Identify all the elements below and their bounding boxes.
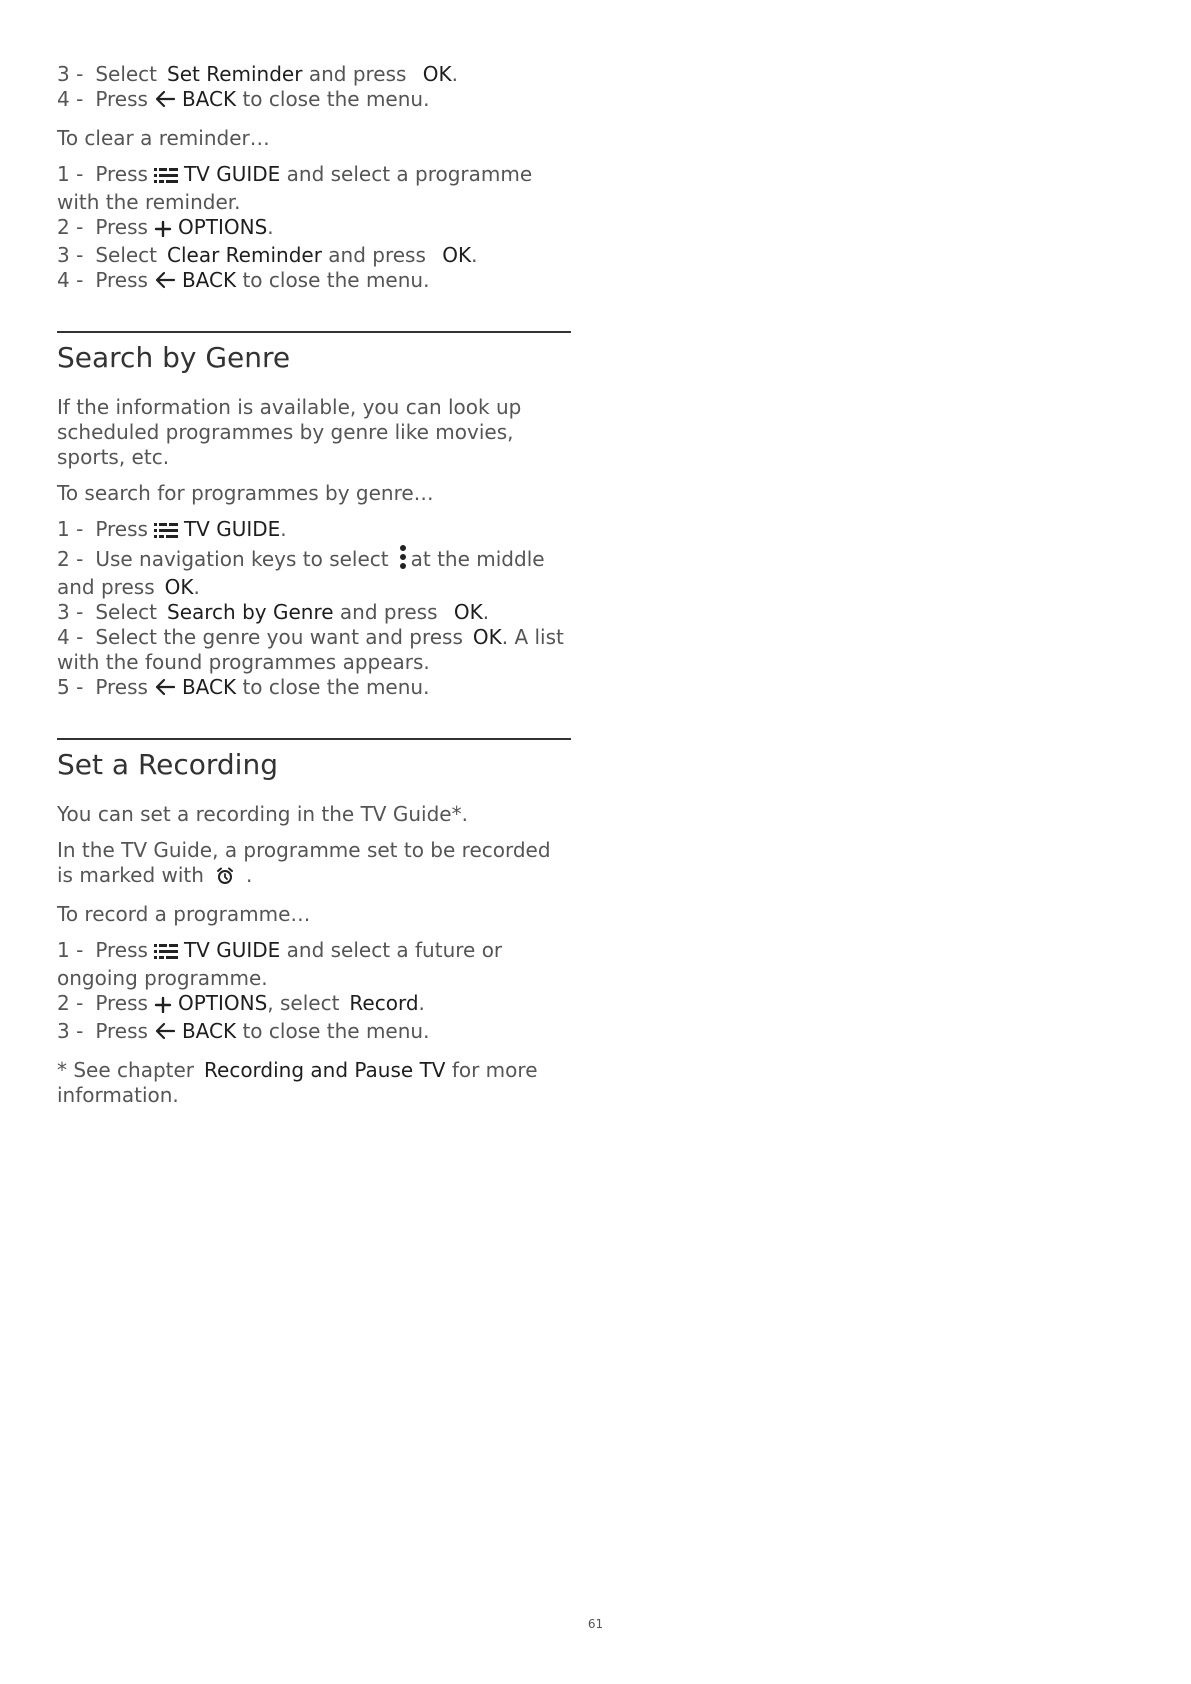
- genre-steps: [57, 517, 571, 703]
- step-line: 1 - Press TV GUIDE and select a programme with the reminder.: [57, 162, 533, 214]
- step-line: 4 - Press BACK to close the menu.: [57, 87, 571, 115]
- tv-guide-icon: [154, 165, 178, 190]
- section-divider: [57, 738, 571, 740]
- manual-page-column: [57, 62, 571, 1119]
- recording-p2: In the TV Guide, a programme set to be recorded is marked with .: [57, 838, 571, 891]
- genre-search-intro: To search for programmes by genre…: [57, 481, 434, 505]
- tv-guide-icon: [154, 520, 178, 545]
- step-line: 4 - Select the genre you want and press OK. A list with the found programmes appears.: [57, 625, 564, 674]
- recording-note: * See chapter Recording and Pause TV for more information.: [57, 1058, 538, 1107]
- step-line: 4 - Press BACK to close the menu.: [57, 268, 571, 296]
- section-title: Search by Genre: [57, 341, 291, 374]
- step-line: 5 - Press BACK to close the menu.: [57, 675, 571, 703]
- section-title: Set a Recording: [57, 748, 278, 781]
- tv-guide-icon: [154, 941, 178, 966]
- step-line: 3 - Press BACK to close the menu.: [57, 1019, 571, 1047]
- back-arrow-icon: [154, 270, 176, 296]
- clear-reminder-steps: [57, 162, 571, 296]
- back-arrow-icon: [154, 677, 176, 703]
- recording-p1: You can set a recording in the TV Guide*.: [57, 802, 468, 826]
- back-arrow-icon: [154, 89, 176, 115]
- step-line: 1 - Press TV GUIDE and select a future or ongoing programme.: [57, 938, 503, 990]
- section-set-a-recording: [57, 738, 571, 1108]
- section-search-by-genre: [57, 331, 571, 703]
- more-vertical-icon: [399, 545, 407, 575]
- step-line: 2 - Use navigation keys to select at the middle and press OK.: [57, 547, 545, 599]
- plus-icon: [154, 218, 172, 243]
- step-line: 3 - Select Search by Genre and press OK.: [57, 600, 490, 624]
- plus-icon: [154, 994, 172, 1019]
- step-line: 3 - Select Set Reminder and press OK.: [57, 62, 459, 86]
- set-reminder-steps: [57, 62, 571, 115]
- genre-intro: If the information is available, you can look up scheduled programmes by genre like movies, sports, etc.: [57, 395, 522, 469]
- clear-reminder-intro: To clear a reminder…: [57, 126, 270, 150]
- section-divider: [57, 331, 571, 333]
- step-line: 2 - Press OPTIONS.: [57, 215, 571, 243]
- recording-intro: To record a programme…: [57, 902, 311, 926]
- step-line: 1 - Press TV GUIDE.: [57, 517, 571, 545]
- step-line: 2 - Press OPTIONS, select Record.: [57, 991, 571, 1019]
- back-arrow-icon: [154, 1021, 176, 1047]
- alarm-clock-icon: [216, 866, 234, 891]
- page-number: 61: [587, 1617, 604, 1631]
- step-line: 3 - Select Clear Reminder and press OK.: [57, 243, 478, 267]
- recording-steps: [57, 938, 571, 1047]
